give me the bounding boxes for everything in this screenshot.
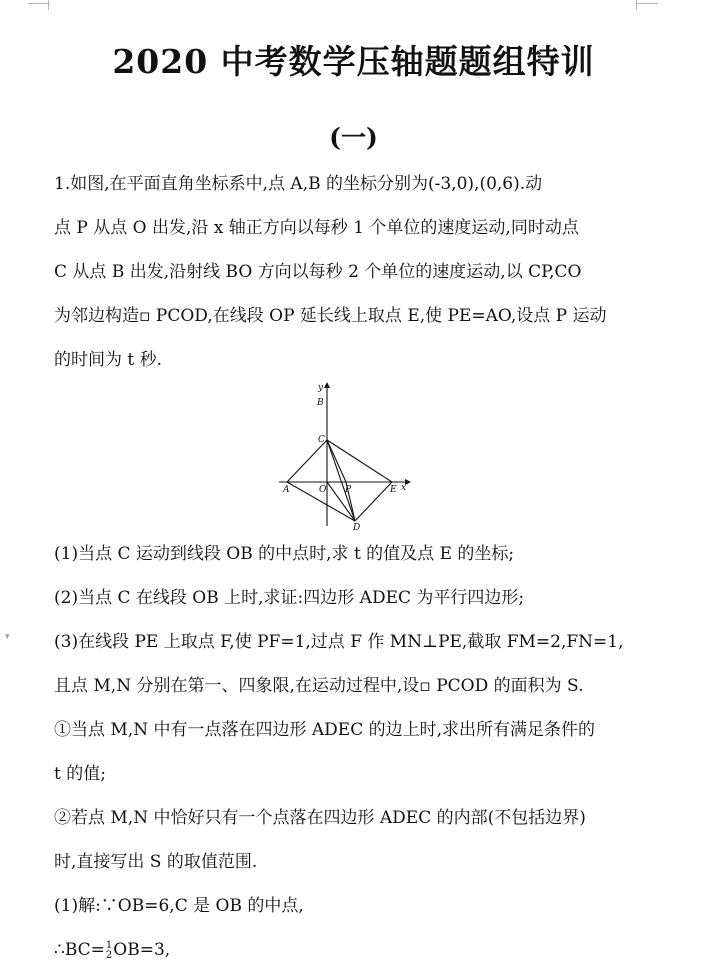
label-B: B — [317, 398, 324, 408]
question-line: (1)当点 C 运动到线段 OB 的中点时,求 t 的值及点 E 的坐标; — [54, 544, 515, 564]
corner-mark-top-left-v — [48, 0, 49, 10]
label-x: x — [401, 483, 407, 493]
label-E: E — [390, 485, 397, 495]
label-C: C — [318, 435, 325, 445]
question-line: t 的值; — [54, 764, 106, 784]
solution-prefix: ∴BC= — [54, 940, 105, 960]
section-subtitle: (一) — [329, 123, 378, 152]
problem-line: 点 P 从点 O 出发,沿 x 轴正方向以每秒 1 个单位的速度运动,同时动点 — [54, 218, 579, 238]
label-O: O — [319, 485, 327, 495]
problem-line: 的时间为 t 秒. — [54, 350, 163, 370]
segment-DE — [355, 482, 392, 521]
question-line: 且点 M,N 分别在第一、四象限,在运动过程中,设▫ PCOD 的面积为 S. — [54, 676, 584, 696]
question-line: (2)当点 C 在线段 OB 上时,求证:四边形 ADEC 为平行四边形; — [54, 588, 525, 608]
label-P: P — [345, 485, 352, 495]
corner-mark-top-right-h — [636, 3, 658, 4]
solution-line — [54, 928, 654, 972]
corner-mark-top-right-v — [636, 0, 637, 10]
label-A: A — [283, 485, 290, 495]
problem-line: 1.如图,在平面直角坐标系中,点 A,B 的坐标分别为(-3,0),(0,6).动 — [54, 174, 543, 194]
page-title: 2020 中考数学压轴题题组特训 — [112, 42, 595, 81]
label-y: y — [318, 383, 324, 393]
question-line: 时,直接写出 S 的取值范围. — [54, 852, 258, 872]
corner-mark-top-left-h — [28, 3, 50, 4]
margin-marker: ▾ — [5, 632, 10, 642]
question-line: (1)解:∵OB=6,C 是 OB 的中点, — [54, 896, 304, 916]
fraction-numerator: 1 — [105, 939, 113, 951]
question-line: ①当点 M,N 中有一点落在四边形 ADEC 的边上时,求出所有满足条件的 — [54, 720, 596, 740]
problem-statement — [54, 162, 654, 382]
segment-CD — [327, 440, 355, 521]
solution-suffix: OB=3, — [113, 940, 171, 960]
label-D: D — [353, 523, 361, 530]
fraction-denominator: 2 — [105, 949, 113, 961]
question-line: ②若点 M,N 中恰好只有一个点落在四边形 ADEC 的内部(不包括边界) — [54, 808, 586, 828]
problem-line: 为邻边构造▫ PCOD,在线段 OP 延长线上取点 E,使 PE=AO,设点 P 运动 — [54, 306, 607, 326]
question-line: (3)在线段 PE 上取点 F,使 PF=1,过点 F 作 MN⊥PE,截取 FM=2,FN=1, — [54, 632, 624, 652]
fraction-one-half — [106, 941, 112, 961]
segment-AC — [287, 440, 327, 482]
problem-line: C 从点 B 出发,沿射线 BO 方向以每秒 2 个单位的速度运动,以 CP,CO — [54, 262, 582, 282]
y-axis-arrow — [324, 382, 330, 388]
coordinate-figure — [275, 380, 415, 530]
question-list — [54, 532, 654, 972]
